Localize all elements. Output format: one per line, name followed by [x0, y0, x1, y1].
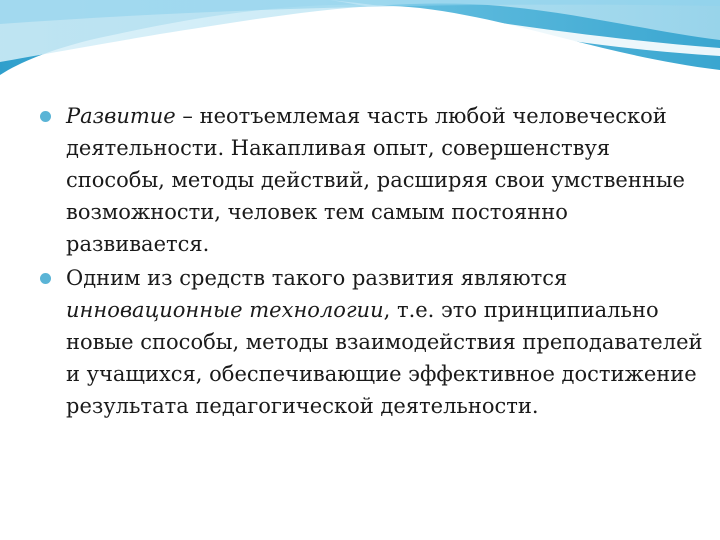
- slide-body: [40, 100, 710, 424]
- bullet-item: [40, 100, 710, 260]
- circle-bullet-icon: [40, 273, 51, 284]
- bullet-item: [40, 262, 710, 422]
- bullet-text-post: , т.е. это принципиально новые способы, методы взаимодействия преподавателей и учащихся, обеспечивающие эффективное достижение результата педагогической деятельности.: [66, 298, 703, 418]
- bullet-text: – неотъемлемая часть любой человеческой деятельности. Накапливая опыт, совершенствуя способы, методы действий, расширяя свои умственные возможности, человек тем самым постоянно развивается.: [66, 104, 685, 256]
- circle-bullet-icon: [40, 111, 51, 122]
- bullet-text-pre: Одним из средств такого развития являются: [66, 266, 568, 290]
- emphasized-term: инновационные технологии: [66, 298, 384, 322]
- emphasized-term: Развитие: [66, 104, 176, 128]
- header-wave-decoration: [0, 0, 720, 90]
